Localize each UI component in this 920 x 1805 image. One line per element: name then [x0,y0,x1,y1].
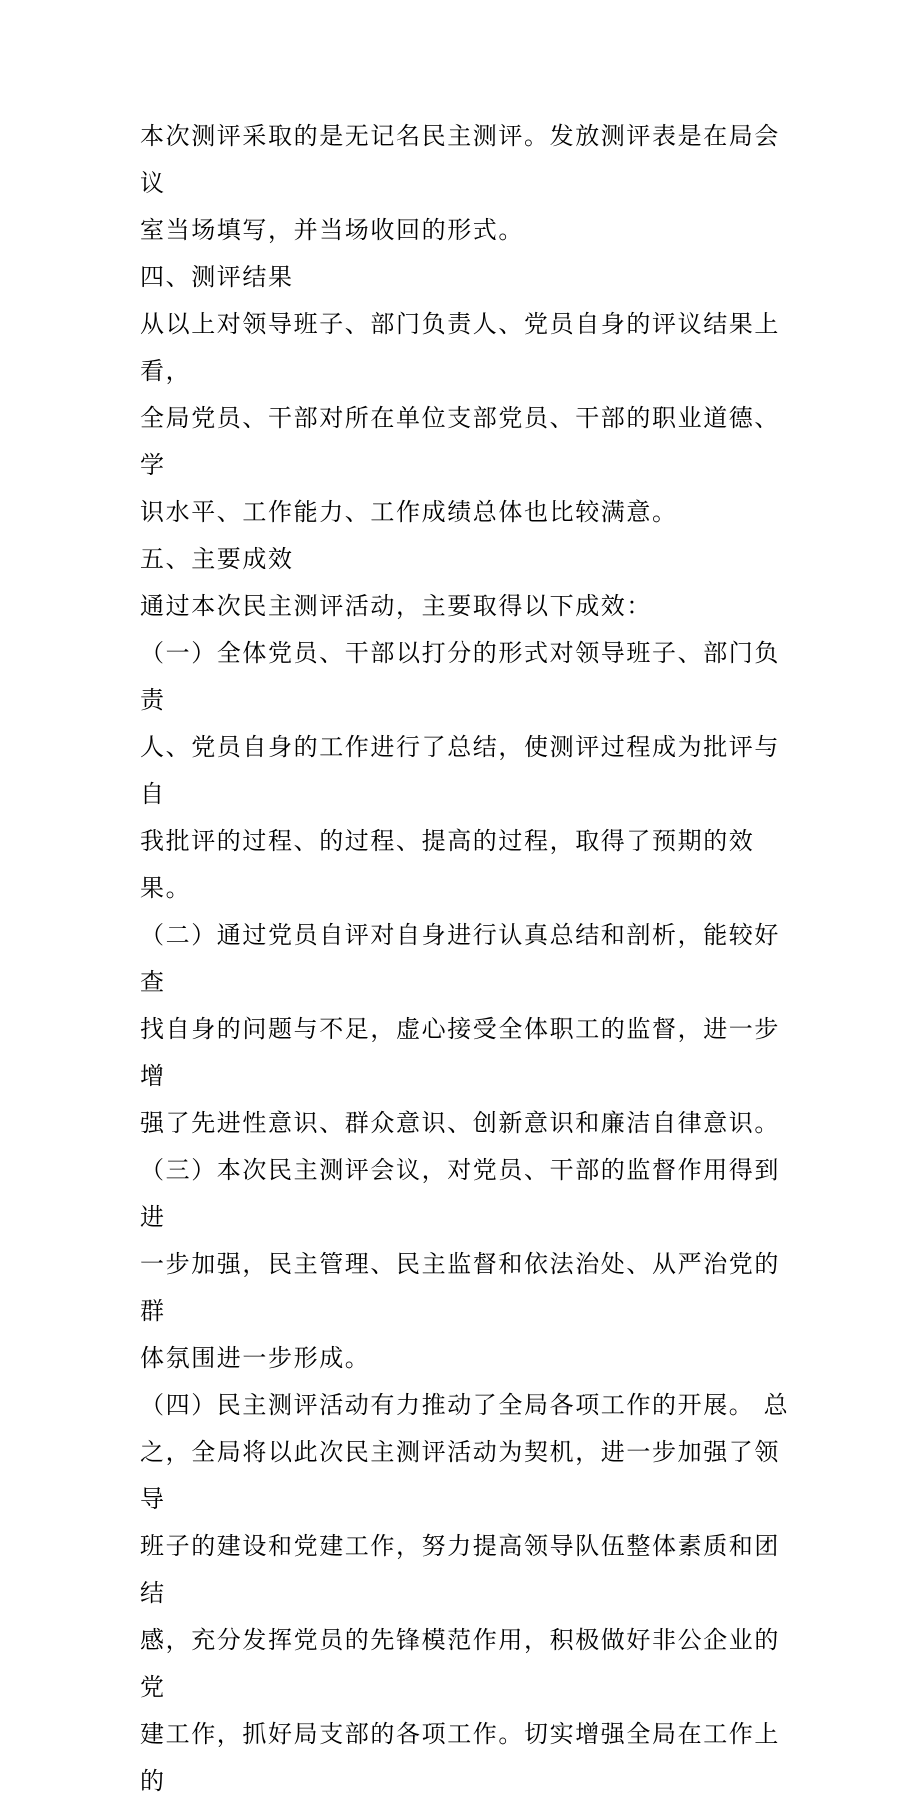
section-heading-achievements: 五、主要成效 [140,545,294,573]
paragraph-item-1: （一）全体党员、干部以打分的形式对领导班子、部门负责 人、党员自身的工作进行了总结，使测评过程成为批评与自 我批评的过程、的过程、提高的过程，取得了预期的效果。 [140,639,780,902]
section-heading-results: 四、测评结果 [140,263,294,291]
paragraph-item-3: （三）本次民主测评会议，对党员、干部的监督作用得到进 一步加强，民主管理、民主监督和依法治处、从严治党的群 体氛围进一步形成。 [140,1156,780,1372]
paragraph-item-4: （四）民主测评活动有力推动了全局各项工作的开展。 总 之，全局将以此次民主测评活动为契机，进一步加强了领导 班子的建设和党建工作，努力提高领导队伍整体素质和团结 感，充分发挥党员的先锋模范作用，积极做好非公企业的党 建工作，抓好局支部的各项工作。切实增强全局在工作上的 [140,1391,790,1795]
paragraph-item-2: （二）通过党员自评对自身进行认真总结和剖析，能较好查 找自身的问题与不足，虚心接受全体职工的监督，进一步增 强了先进性意识、群众意识、创新意识和廉洁自律意识。 [140,921,780,1137]
paragraph-results: 从以上对领导班子、部门负责人、党员自身的评议结果上看， 全局党员、干部对所在单位支部党员、干部的职业道德、学 识水平、工作能力、工作成绩总体也比较满意。 [140,310,780,526]
paragraph-achievements-intro: 通过本次民主测评活动，主要取得以下成效： [140,592,652,620]
document-body [140,113,790,1805]
paragraph-evaluation-method: 本次测评采取的是无记名民主测评。发放测评表是在局会议 室当场填写，并当场收回的形式。 [140,122,780,244]
